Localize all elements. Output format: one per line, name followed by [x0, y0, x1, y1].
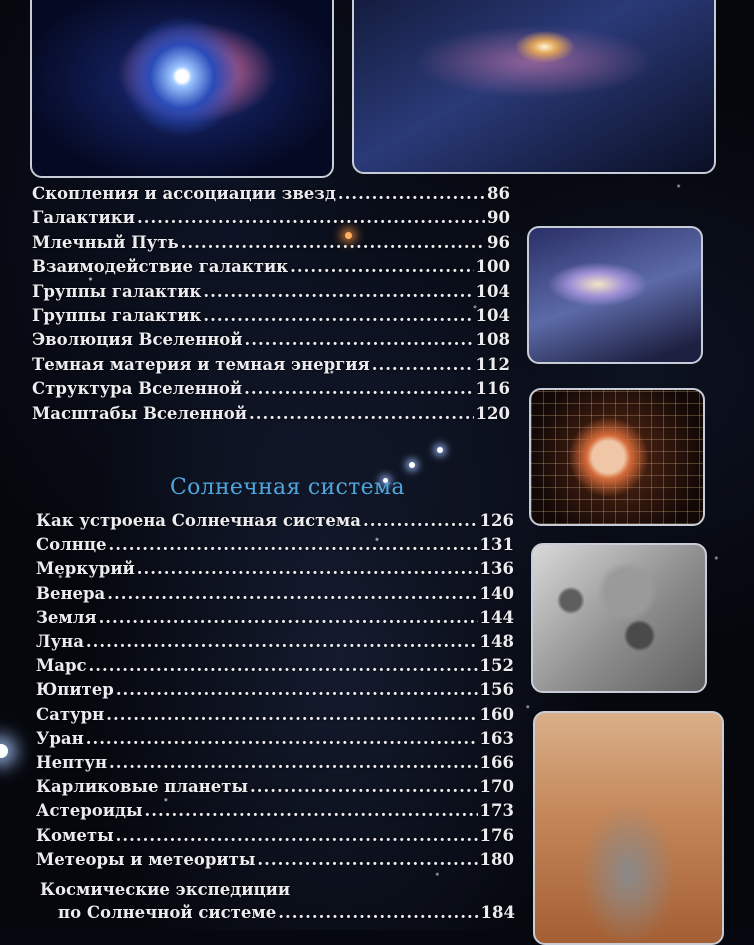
- toc-entry-page: 90: [487, 208, 510, 228]
- toc-entry[interactable]: [32, 355, 510, 374]
- toc-entry[interactable]: [36, 584, 514, 603]
- leader-dots: [203, 306, 473, 325]
- leader-dots: [109, 753, 478, 772]
- toc-entry[interactable]: [32, 330, 510, 349]
- leader-dots: [203, 282, 473, 301]
- toc-entry-page: 104: [475, 281, 510, 301]
- leader-dots: [245, 330, 474, 349]
- toc-entry[interactable]: [32, 257, 510, 276]
- toc-entry[interactable]: [32, 306, 510, 325]
- toc-entry[interactable]: [32, 184, 510, 203]
- toc-entry-label: Нептун: [36, 753, 108, 772]
- toc-entry-page: 96: [487, 232, 510, 252]
- toc-entry-page: 148: [479, 632, 514, 651]
- toc-entry-label: по Солнечной системе: [58, 903, 277, 922]
- toc-entry-page: 100: [475, 257, 510, 277]
- leader-dots: [181, 233, 485, 252]
- toc-entry[interactable]: [32, 208, 510, 227]
- leader-dots: [145, 801, 478, 820]
- toc-entry-page: 112: [475, 354, 510, 374]
- toc-entry-label: Астероиды: [36, 801, 143, 821]
- toc-entry[interactable]: [36, 729, 514, 748]
- toc-entry[interactable]: [36, 850, 514, 869]
- toc-entry-label: Космические экспедиции: [40, 880, 291, 899]
- toc-entry-label: Марс: [36, 656, 87, 676]
- toc-entry-label: Эволюция Вселенной: [32, 330, 243, 350]
- toc-entry-page: 126: [479, 511, 514, 530]
- leader-dots: [99, 608, 478, 627]
- toc-entry-page: 136: [479, 559, 514, 579]
- toc-entry-expeditions-line2[interactable]: [58, 903, 515, 922]
- toc-entry-label: Масштабы Вселенной: [32, 403, 247, 423]
- toc-entry[interactable]: [36, 608, 514, 627]
- leader-dots: [290, 257, 473, 276]
- leader-dots: [106, 705, 477, 724]
- toc-entry-label: Кометы: [36, 825, 114, 845]
- toc-entry[interactable]: [36, 632, 514, 651]
- leader-dots: [86, 632, 478, 651]
- toc-entry-label: Метеоры и метеориты: [36, 849, 256, 869]
- leader-dots: [363, 511, 478, 530]
- toc-entry-label: Структура Вселенной: [32, 379, 243, 399]
- toc-entry-expeditions[interactable]: [40, 880, 515, 899]
- toc-entry-page: 152: [479, 656, 514, 676]
- toc-entry-label: Группы галактик: [32, 306, 202, 325]
- toc-entry-label: Юпитер: [36, 680, 114, 700]
- toc-entry-page: 173: [479, 801, 514, 821]
- toc-entry-label: Луна: [36, 632, 84, 651]
- toc-entry-page: 140: [479, 583, 514, 603]
- toc-entry-page: 116: [475, 379, 510, 399]
- toc-entry-label: Сатурн: [36, 704, 105, 724]
- toc-entry-label: Земля: [36, 607, 97, 627]
- toc-entry-page: 86: [487, 184, 510, 203]
- toc-entry-label: Галактики: [32, 208, 135, 228]
- toc-entry-page: 180: [479, 849, 514, 869]
- leader-dots: [257, 850, 477, 869]
- toc-entry[interactable]: [32, 233, 510, 252]
- toc-entry-label: Карликовые планеты: [36, 777, 249, 797]
- toc-entry[interactable]: [36, 753, 514, 772]
- leader-dots: [86, 729, 478, 748]
- toc-entry-label: Взаимодействие галактик: [32, 257, 289, 277]
- toc-entry-label: Млечный Путь: [32, 232, 179, 252]
- toc-entry[interactable]: [36, 705, 514, 724]
- toc-entry[interactable]: [36, 656, 514, 675]
- leader-dots: [107, 584, 477, 603]
- toc-entry[interactable]: [32, 404, 510, 423]
- toc-entry-page: 176: [479, 825, 514, 845]
- leader-dots: [89, 656, 478, 675]
- leader-dots: [244, 379, 473, 398]
- toc-entry-page: 131: [479, 535, 514, 555]
- leader-dots: [278, 903, 478, 922]
- toc-entry-page: 170: [479, 777, 514, 797]
- toc-entry-label: Как устроена Солнечная система: [36, 511, 361, 530]
- toc-entry-label: Солнце: [36, 535, 107, 555]
- toc-entry-page: 160: [479, 704, 514, 724]
- leader-dots: [137, 559, 478, 578]
- toc-entry-page: 108: [475, 330, 510, 350]
- leader-dots: [116, 680, 478, 699]
- leader-dots: [137, 208, 485, 227]
- toc-entry-label: Уран: [36, 728, 84, 748]
- toc-entry-label: Венера: [36, 583, 106, 603]
- toc-entry[interactable]: [36, 777, 514, 796]
- toc-entry-page: 166: [479, 753, 514, 772]
- toc-entry-label: Группы галактик: [32, 281, 202, 301]
- toc-entry-label: Меркурий: [36, 559, 135, 579]
- leader-dots: [250, 777, 478, 796]
- toc-entry[interactable]: [36, 559, 514, 578]
- toc-entry[interactable]: [36, 680, 514, 699]
- toc-entry-page: 184: [480, 903, 515, 922]
- toc-entry-label: Темная материя и темная энергия: [32, 354, 370, 374]
- leader-dots: [109, 535, 478, 554]
- toc-entry[interactable]: [32, 282, 510, 301]
- leader-dots: [116, 826, 478, 845]
- toc-entry[interactable]: [36, 535, 514, 554]
- toc-entry-page: 163: [479, 728, 514, 748]
- toc-entry[interactable]: [36, 826, 514, 845]
- toc-entry-page: 156: [479, 680, 514, 700]
- toc-entry-label: Скопления и ассоциации звезд: [32, 184, 336, 203]
- toc-entry[interactable]: [36, 511, 514, 530]
- leader-dots: [338, 184, 485, 203]
- leader-dots: [249, 404, 474, 423]
- toc-entry-page: 104: [475, 306, 510, 325]
- toc-entry-page: 120: [475, 403, 510, 423]
- leader-dots: [372, 355, 474, 374]
- toc-entry[interactable]: [36, 801, 514, 820]
- section-heading: Солнечная система: [170, 475, 405, 500]
- toc-entry[interactable]: [32, 379, 510, 398]
- toc-entry-page: 144: [479, 607, 514, 627]
